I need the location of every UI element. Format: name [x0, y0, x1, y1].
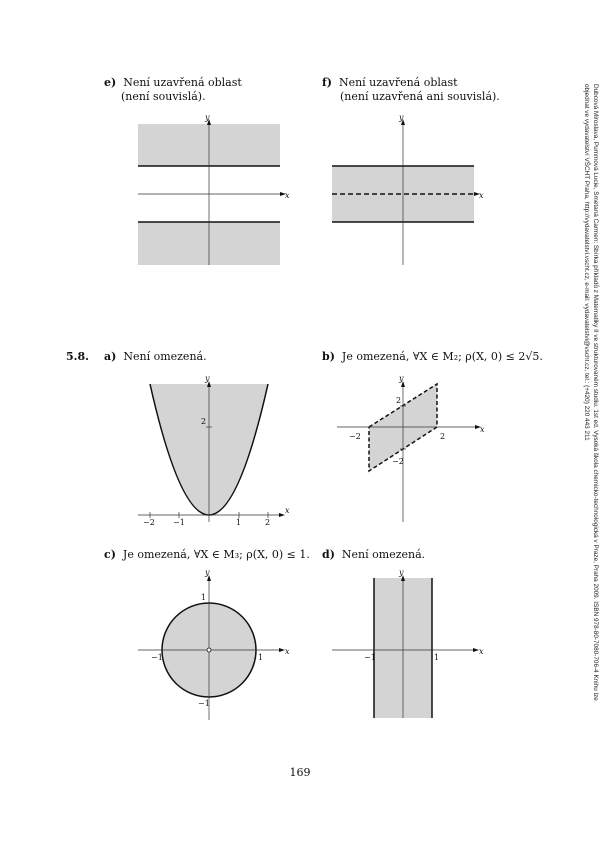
caption-e-letter: e): [104, 76, 117, 89]
tick-c-x-label-p1: 1: [258, 653, 264, 662]
tick-a-x-label-m1: −1: [173, 518, 185, 527]
caption-f-line2: (není uzavřená ani souvislá).: [340, 90, 500, 103]
caption-e-line1: Není uzavřená oblast: [123, 76, 242, 89]
caption-f-line1: Není uzavřená oblast: [338, 76, 458, 89]
caption-c-letter: c): [104, 548, 116, 561]
tick-b-x-label-p2: 2: [440, 432, 446, 441]
y-axis-d-label: y: [399, 568, 404, 577]
tick-a-y-label-2: 2: [201, 417, 207, 426]
caption-a-letter: a): [104, 350, 117, 363]
tick-d-x-label-m1: −1: [364, 653, 376, 662]
caption-f-letter: f): [322, 76, 332, 89]
caption-a-text: Není omezená.: [123, 350, 207, 363]
x-axis-a-label: x: [285, 506, 290, 515]
tick-b-y-label-m2: −2: [392, 457, 404, 466]
x-axis-e-label: x: [285, 191, 290, 200]
tick-b-y-label-2: 2: [396, 396, 402, 405]
caption-b-letter: b): [322, 350, 335, 363]
tick-c-x-label-m1: −1: [151, 653, 163, 662]
x-axis-c-label: x: [285, 647, 290, 656]
x-axis-b-label: x: [480, 425, 485, 434]
side-citation-text: Dubcová Miroslava, Pummová Lucie, Smetaná Carmen: Sbírka příkladů z Matematiky II ve strukturovaném studiu. 1st ed. Vysoká škola chemicko-technologická v Praze, Praha 2009. ISBN 978-80-7080-706-4 Knihu lze objednat ve vydavatelství VŠCHT Praha, http://vydavatelstvi.vscht.cz, e-mail: vydavatelstvi@vscht.cz, tel.: (+420) 220 443 211: [583, 84, 599, 701]
y-axis-f-label: y: [399, 113, 404, 122]
y-axis-a-label: y: [205, 374, 210, 383]
section-number: 5.8.: [66, 350, 89, 363]
tick-d-x-label-p1: 1: [434, 653, 440, 662]
tick-a-x-label-p1: 1: [236, 518, 242, 527]
tick-c-y-label-p1: 1: [201, 593, 207, 602]
side-citation: [580, 84, 600, 724]
tick-c-y-label-m1: −1: [198, 699, 210, 708]
y-axis-e-label: y: [205, 113, 210, 122]
caption-d-text: Není omezená.: [341, 548, 426, 561]
page-number: 169: [289, 766, 311, 779]
tick-a-x-label-m2: −2: [143, 518, 155, 527]
caption-e-line2: (není souvislá).: [121, 90, 206, 103]
tick-a-x-label-p2: 2: [265, 518, 271, 527]
caption-b-text: Je omezená, ∀X ∈ M₂; ρ(X, 0) ≤ 2√5.: [341, 350, 543, 363]
y-axis-c-label: y: [205, 568, 210, 577]
y-axis-b-label: y: [399, 374, 404, 383]
tick-b-x-label-m2: −2: [349, 432, 361, 441]
caption-c-text: Je omezená, ∀X ∈ M₃; ρ(X, 0) ≤ 1.: [122, 548, 310, 561]
caption-d-letter: d): [322, 548, 335, 561]
x-axis-f-label: x: [479, 191, 484, 200]
x-axis-d-label: x: [479, 647, 484, 656]
